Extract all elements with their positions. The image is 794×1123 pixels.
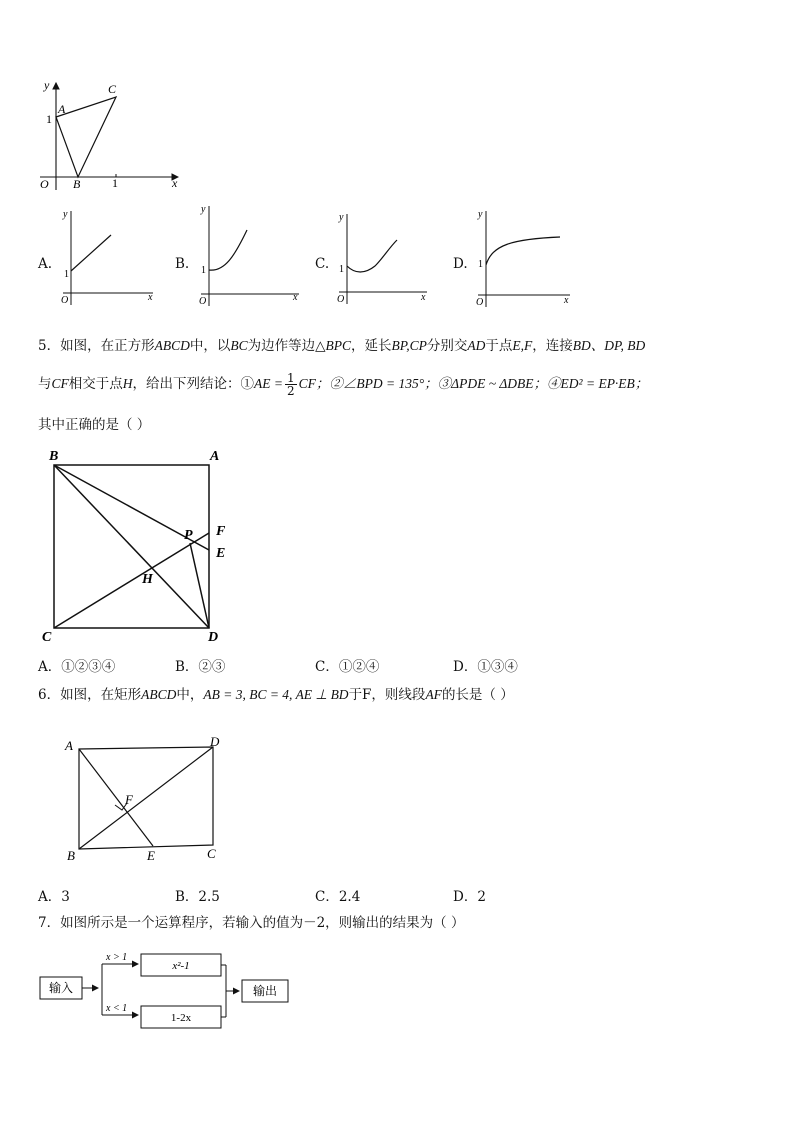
axis-y-label: y <box>63 209 68 220</box>
q6-text: 6．如图，在矩形ABCD中，AB = 3, BC = 4, AE ⊥ BD于F，则线段AF的长是（ ） <box>38 687 514 703</box>
x-one-label: 1 <box>112 176 118 190</box>
axis-y-label: y <box>478 209 483 220</box>
axis-y-label: y <box>44 78 50 92</box>
point-c-label: C <box>42 630 52 645</box>
point-p-label: P <box>184 528 193 543</box>
condition-top: x > 1 <box>106 952 128 963</box>
q5-line3: 其中正确的是（ ） <box>38 417 151 433</box>
figure-triangle-abc <box>30 75 190 195</box>
axis-y-label: y <box>201 204 206 215</box>
origin-label: O <box>337 294 345 305</box>
point-c-label: C <box>108 82 117 96</box>
figure-square-abcd <box>38 445 238 645</box>
axis-x-label: x <box>172 176 178 190</box>
option-c-label: C. <box>315 256 330 272</box>
point-a-label: A <box>210 449 220 464</box>
q5-line2: 与CF相交于点H，给出下列结论：①AE = $\frac{1}{2}$ CF；②∠BPD = 135°；③ΔPDE ~ ΔDBE；④ED² = EP·EB； <box>38 371 649 398</box>
origin-label: O <box>199 296 207 307</box>
point-a-label: A <box>65 738 73 753</box>
axis-x-label: x <box>293 292 298 303</box>
point-d-label: D <box>208 630 219 645</box>
point-b-label: B <box>49 449 59 464</box>
process-bottom-label: 1-2x <box>170 1012 192 1024</box>
y-one-label: 1 <box>201 265 206 276</box>
point-e-label: E <box>216 546 226 561</box>
option-d-label: D. <box>453 256 468 272</box>
q5-option-d: D．①③④ <box>453 659 518 675</box>
origin-label: O <box>476 297 484 308</box>
axis-y-label: y <box>339 212 344 223</box>
option-a-graph <box>55 205 160 310</box>
axis-x-label: x <box>421 292 426 303</box>
q5-line1: 5．如图，在正方形ABCD中，以BC为边作等边△BPC，延长BP,CP分别交AD于点E,F，连接BD、DP, BD <box>38 338 646 354</box>
point-d-label: D <box>210 734 220 749</box>
option-b-label: B. <box>175 256 190 272</box>
point-f-label: F <box>125 792 133 807</box>
point-h-label: H <box>142 572 153 587</box>
input-label: 输入 <box>48 981 74 995</box>
y-one-label: 1 <box>46 112 52 126</box>
point-b-label: B <box>73 177 81 191</box>
fraction-one-half: $\frac{1}{2}$ <box>287 371 295 398</box>
point-f-label: F <box>216 524 226 539</box>
y-one-label: 1 <box>64 269 69 280</box>
point-e-label: E <box>147 848 155 863</box>
q6-option-d: D．2 <box>453 889 486 905</box>
q5-option-b: B．②③ <box>175 659 226 675</box>
output-label: 输出 <box>252 984 278 998</box>
process-top-label: x²-1 <box>172 960 190 972</box>
flowchart <box>38 945 298 1035</box>
axis-x-label: x <box>148 292 153 303</box>
point-b-label: B <box>67 848 75 863</box>
origin-label: O <box>61 295 69 306</box>
condition-bottom: x < 1 <box>106 1003 128 1014</box>
option-d-graph <box>472 205 577 310</box>
figure-rectangle-abcd <box>55 732 235 872</box>
y-one-label: 1 <box>478 259 483 270</box>
point-c-label: C <box>207 846 216 861</box>
q5-option-a: A．①②③④ <box>38 659 116 675</box>
q6-option-c: C．2.4 <box>315 889 361 905</box>
option-c-graph <box>333 208 433 308</box>
origin-label: O <box>40 177 49 191</box>
point-a-label: A <box>58 102 66 116</box>
option-a-label: A. <box>38 256 53 272</box>
axis-x-label: x <box>564 295 569 306</box>
option-b-graph <box>195 200 305 310</box>
q6-option-b: B．2.5 <box>175 889 220 905</box>
q6-option-a: A．3 <box>38 889 70 905</box>
q7-text: 7．如图所示是一个运算程序，若输入的值为－2，则输出的结果为（ ） <box>38 915 465 931</box>
y-one-label: 1 <box>339 264 344 275</box>
q5-option-c: C．①②④ <box>315 659 380 675</box>
